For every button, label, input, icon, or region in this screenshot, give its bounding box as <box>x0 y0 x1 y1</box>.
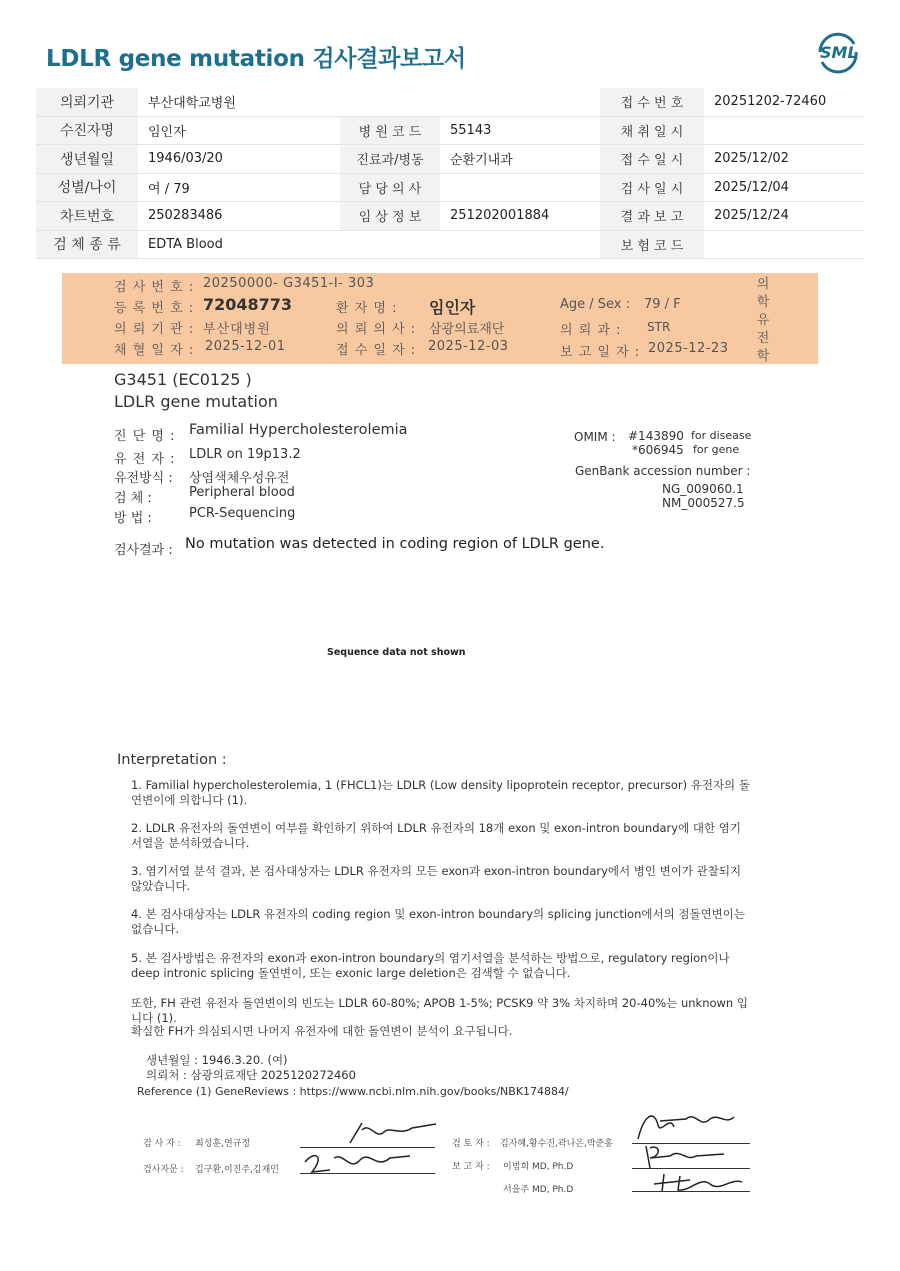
info-value <box>704 116 864 145</box>
dept-label: 의 뢰 과 : <box>560 323 622 338</box>
side-char: 전 <box>756 331 770 346</box>
info-label: 채 취 일 시 <box>600 116 704 145</box>
side-char: 학 <box>756 349 770 364</box>
specimen: Peripheral blood <box>189 485 295 500</box>
interpretation-p5: 5. 본 검사방법은 유전자의 exon과 exon-intron boundary의 염기서열을 분석하는 방법으로, regulatory region이나 deep intronic splicing 돌연변이, 또는 exonic large deletion은 검색할 수 없습니다. <box>131 951 730 980</box>
info-value <box>440 173 600 202</box>
interpretation-p2: 2. LDLR 유전자의 돌연변이 여부를 확인하기 위하여 LDLR 유전자의 18개 exon 및 exon-intron boundary에 대한 염기서열을 분석하였습니다. <box>131 821 741 850</box>
reg-no: 72048773 <box>203 295 293 314</box>
info-value: EDTA Blood <box>138 230 340 259</box>
info-value: 부산대학교병원 <box>138 88 340 116</box>
collect-label: 채 혈 일 자 : <box>114 343 195 358</box>
side-char: 의 <box>756 277 770 292</box>
reg-no-label: 등 록 번 호 : <box>114 301 195 316</box>
info-value: 2025/12/02 <box>704 145 864 174</box>
info-row <box>36 173 864 202</box>
info-label: 성별/나이 <box>36 173 138 202</box>
info-value: 251202001884 <box>440 202 600 231</box>
info-value: 여 / 79 <box>138 173 340 202</box>
institution: 부산대병원 <box>203 322 271 337</box>
test-code: G3451 (EC0125 ) <box>114 370 252 389</box>
tester-label: 검 사 자 : <box>143 1139 181 1149</box>
age-sex: 79 / F <box>644 297 681 312</box>
info-label: 수진자명 <box>36 116 138 145</box>
info-value: 2025/12/04 <box>704 173 864 202</box>
genbank-label: GenBank accession number : <box>575 464 751 478</box>
info-label: 병 원 코 드 <box>340 116 440 145</box>
info-label: 담 당 의 사 <box>340 173 440 202</box>
result-label: 검사결과 : <box>114 543 173 558</box>
genbank-1: NG_009060.1 <box>662 482 744 496</box>
omim-gene: *606945 <box>632 443 684 457</box>
receipt-date: 2025-12-03 <box>428 339 509 354</box>
birth-line: 생년월일 : 1946.3.20. (여) <box>146 1053 288 1067</box>
info-row <box>36 202 864 231</box>
interpretation-p4: 4. 본 검사대상자는 LDLR 유전자의 coding region 및 exon-intron boundary의 splicing junction에서의 점돌연변이는 없습니다. <box>131 907 746 936</box>
test-name: LDLR gene mutation <box>114 392 278 411</box>
reviewer-signature-icon <box>630 1105 740 1145</box>
info-value: 20251202-72460 <box>704 88 864 116</box>
info-value <box>440 88 600 116</box>
doctor: 삼광의료재단 <box>429 322 505 337</box>
advisor-label: 검사자문 : <box>143 1165 184 1175</box>
interpretation-p7: 확실한 FH가 의심되시면 나머지 유전자에 대한 돌연변이 분석이 요구됩니다. <box>131 1024 513 1038</box>
report-date: 2025-12-23 <box>648 341 729 356</box>
sequence-note: Sequence data not shown <box>327 647 466 658</box>
inheritance-label: 유전방식 : <box>114 471 173 486</box>
info-row <box>36 230 864 259</box>
info-label: 검 사 일 시 <box>600 173 704 202</box>
report-title: LDLR gene mutation 검사결과보고서 <box>46 46 466 72</box>
reporter-2: 서을주 MD, Ph.D <box>503 1185 574 1195</box>
info-value: 250283486 <box>138 202 340 231</box>
info-value: 1946/03/20 <box>138 145 340 174</box>
specimen-label: 검 체 : <box>114 491 152 506</box>
omim-disease-note: for disease <box>691 429 752 442</box>
interpretation-p6: 또한, FH 관련 유전자 돌연변이의 빈도는 LDLR 60-80%; APOB 1-5%; PCSK9 약 3% 차지하며 20-40%는 unknown 입니다 (1). <box>131 996 748 1025</box>
side-char: 학 <box>756 295 770 310</box>
reporter-1-signature-icon <box>640 1142 730 1172</box>
info-label: 결 과 보 고 <box>600 202 704 231</box>
method-label: 방 법 : <box>114 511 152 526</box>
interpretation-p3: 3. 염기서열 분석 결과, 본 검사대상자는 LDLR 유전자의 모든 exon과 exon-intron boundary에서 병인 변이가 관찰되지 않았습니다. <box>131 864 742 893</box>
age-sex-label: Age / Sex : <box>560 297 631 312</box>
report-label: 보 고 일 자 : <box>560 345 641 360</box>
omim-disease: #143890 <box>628 429 684 443</box>
info-label: 진료과/병동 <box>340 145 440 174</box>
info-value: 2025/12/24 <box>704 202 864 231</box>
side-label <box>756 276 770 366</box>
side-char: 유 <box>756 313 770 328</box>
reviewer-label: 검 토 자 : <box>452 1139 490 1149</box>
test-no-label: 검 사 번 호 : <box>114 280 195 295</box>
client-line: 의뢰처 : 삼광의료재단 2025120272460 <box>146 1068 356 1082</box>
reviewer: 김자혜,황수진,곽나은,박준홍 <box>500 1139 613 1149</box>
info-label: 검 체 종 류 <box>36 230 138 259</box>
logo-text: SML <box>820 43 858 62</box>
info-label: 보 험 코 드 <box>600 230 704 259</box>
reference-line: Reference (1) GeneReviews : https://www.ncbi.nlm.nih.gov/books/NBK174884/ <box>137 1085 569 1098</box>
collect-date: 2025-12-01 <box>205 339 286 354</box>
info-value: 55143 <box>440 116 600 145</box>
info-row <box>36 116 864 145</box>
info-value <box>704 230 864 259</box>
info-label: 생년월일 <box>36 145 138 174</box>
info-label: 의뢰기관 <box>36 88 138 116</box>
doctor-label: 의 뢰 의 사 : <box>336 322 417 337</box>
diagnosis-label: 진 단 명 : <box>114 429 176 444</box>
info-value: 순환기내과 <box>440 145 600 174</box>
info-row <box>36 88 864 116</box>
info-row <box>36 145 864 174</box>
diagnosis: Familial Hypercholesterolemia <box>189 422 408 438</box>
info-label: 접 수 번 호 <box>600 88 704 116</box>
gene: LDLR on 19p13.2 <box>189 447 301 462</box>
omim-gene-note: for gene <box>693 443 740 456</box>
info-value <box>340 230 440 259</box>
info-value: 임인자 <box>138 116 340 145</box>
info-value <box>340 88 440 116</box>
info-label: 접 수 일 시 <box>600 145 704 174</box>
tester-signature-icon <box>340 1118 440 1150</box>
patient-label: 환 자 명 : <box>336 301 398 316</box>
receipt-label: 접 수 일 자 : <box>336 343 417 358</box>
institution-label: 의 뢰 기 관 : <box>114 322 195 337</box>
result: No mutation was detected in coding region of LDLR gene. <box>185 536 605 552</box>
gene-label: 유 전 자 : <box>114 452 176 467</box>
genbank-2: NM_000527.5 <box>662 496 745 510</box>
info-value <box>440 230 600 259</box>
reporter-1: 이범희 MD, Ph.D <box>503 1162 574 1172</box>
dept: STR <box>647 320 671 334</box>
advisor: 김구환,이진주,김재민 <box>195 1165 279 1175</box>
reporter-2-signature-icon <box>650 1170 750 1196</box>
patient-name: 임인자 <box>429 298 476 317</box>
tester: 최성훈,연규정 <box>195 1139 251 1149</box>
advisor-signature-icon <box>300 1148 430 1178</box>
info-label: 임 상 정 보 <box>340 202 440 231</box>
interpretation-heading: Interpretation : <box>117 752 227 768</box>
omim-label: OMIM : <box>574 430 616 444</box>
test-no: 20250000- G3451-I- 303 <box>203 276 375 291</box>
interpretation-p1: 1. Familial hypercholesterolemia, 1 (FHCL1)는 LDLR (Low density lipoprotein receptor, precursor) 유전자의 돌연변이에 의합니다 (1). <box>131 778 750 807</box>
method: PCR-Sequencing <box>189 506 296 521</box>
info-label: 차트번호 <box>36 202 138 231</box>
inheritance: 상염색체우성유전 <box>189 471 290 486</box>
patient-info-table <box>36 88 864 259</box>
reporter-label: 보 고 자 : <box>452 1162 490 1172</box>
